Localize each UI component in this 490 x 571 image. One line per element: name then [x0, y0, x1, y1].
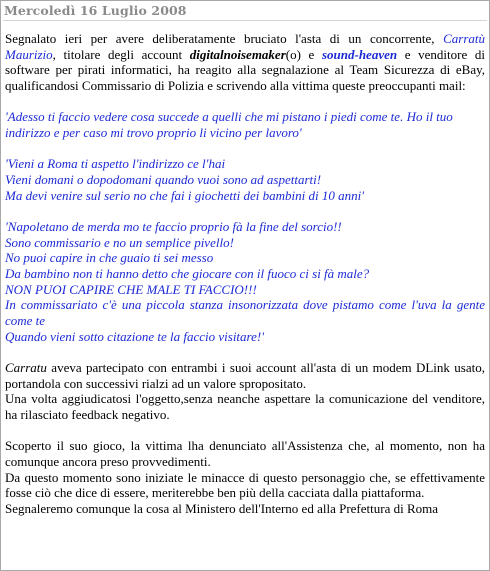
article-body: [5, 31, 485, 517]
auction-text-a: aveva partecipato con entrambi i suoi account all'asta di un modem DLink usato, portandola con successivi rialzi ad un valore spropositato.: [5, 359, 485, 391]
header-divider: [3, 20, 487, 21]
account-sound-heaven: sound-heaven: [321, 46, 398, 62]
post-date: Mercoledì 16 Luglio 2008: [4, 3, 187, 18]
spacer: [5, 94, 485, 110]
threat-quote-3: [5, 219, 485, 345]
report-paragraph: Scoperto il suo gioco, la vittima lha denunciato all'Assistenza che, al momento, non ha comunque ancora preso provvedimenti.: [5, 438, 485, 469]
quote-2-line: Vieni domani o dopodomani quando vuoi sono ad aspettarti!: [5, 171, 322, 187]
quote-3-line: In commissariato c'è una piccola stanza insonorizzata dove pistamo come l'uva la gente come te: [5, 297, 485, 329]
quote-1-text: 'Adesso ti faccio vedere cosa succede a quelli che mi pistano i piedi come te. Ho il tuo indirizzo e per caso mi trovo proprio li vicino per lavoro': [5, 109, 453, 141]
threat-quote-2: [5, 156, 485, 203]
spacer: [5, 203, 485, 219]
spacer: [5, 423, 485, 439]
intro-text-b: , titolare degli account: [52, 46, 190, 62]
spacer: [5, 141, 485, 157]
quote-3-line: Da bambino non ti hanno detto che giocare con il fuoco ci si fà male?: [5, 265, 370, 281]
threat-quote-1: [5, 109, 485, 140]
quote-2-line: 'Vieni a Roma ti aspetto l'indirizzo ce l'hai: [5, 156, 226, 172]
feedback-paragraph: Una volta aggiudicatosi l'oggetto,senza neanche aspettare la comunicazione del venditore, ha rilasciato feedback negativo.: [5, 391, 485, 423]
seller-short-name: Carratu: [5, 359, 47, 375]
quote-3-line: 'Napoletano de merda mo te faccio proprio fà la fine del sorcio!!: [5, 218, 342, 234]
account-digitalnoisemaker: digitalnoisemaker: [189, 46, 286, 62]
intro-text-c: (o) e: [285, 46, 322, 62]
intro-paragraph: [5, 31, 485, 94]
intro-text-a: Segnalato ieri per avere deliberatamente bruciato l'asta di un concorrente,: [5, 31, 435, 46]
seller-name: Carratù Maurizio: [5, 31, 485, 62]
intro-text-d: e venditore di software per pirati informatici, ha reagito alla segnalazione al Team Sicurezza di eBay, qualificandosi Commissario di Polizia e scrivendo alla vittima queste preoccupanti mail:: [5, 46, 485, 94]
quote-2-line: Ma devi venire sul serio no che fai i giochetti dei bambini di 10 anni': [5, 187, 365, 203]
spacer: [5, 344, 485, 360]
quote-3-line: Sono commissario e no un semplice pivello!: [5, 234, 234, 250]
quote-3-line: No puoi capire in che guaio ti sei messo: [5, 250, 214, 266]
quote-3-line: NON PUOI CAPIRE CHE MALE TI FACCIO!!!: [5, 281, 257, 297]
quote-3-line: Quando vieni sotto citazione te la faccio visitare!': [5, 328, 264, 344]
ministry-paragraph: Segnaleremo comunque la cosa al Ministero dell'Interno ed alla Prefettura di Roma: [5, 501, 439, 517]
threats-paragraph: Da questo momento sono iniziate le minacce di questo personaggio che, se effettivamente fosse ciò che dice di essere, meriterebbe ben più della cacciata dalla piattaforma.: [5, 469, 485, 501]
auction-paragraph: [5, 360, 485, 391]
